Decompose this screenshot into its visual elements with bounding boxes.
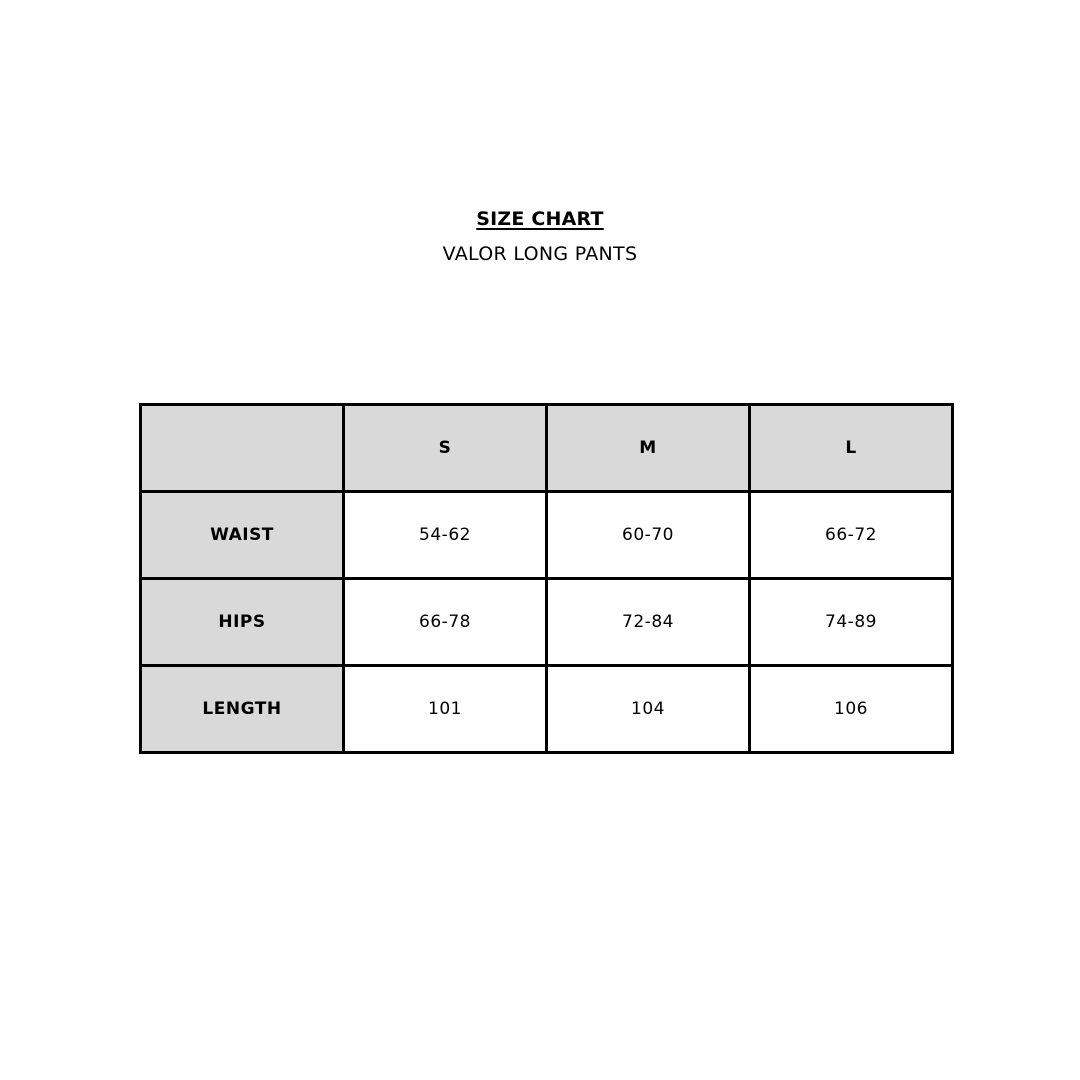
table-cell: 101: [344, 666, 547, 753]
table-cell: 104: [547, 666, 750, 753]
table-cell: 72-84: [547, 579, 750, 666]
table-row-hips: [141, 579, 953, 666]
table-cell: 74-89: [750, 579, 953, 666]
table-cell: 106: [750, 666, 953, 753]
size-chart-table: [139, 403, 954, 754]
table-row-waist: [141, 492, 953, 579]
row-header-hips: HIPS: [141, 579, 344, 666]
column-header-m: M: [547, 405, 750, 492]
page-title: SIZE CHART: [476, 208, 604, 230]
table-cell: 54-62: [344, 492, 547, 579]
table-row-length: [141, 666, 953, 753]
corner-cell: [141, 405, 344, 492]
table-cell: 60-70: [547, 492, 750, 579]
row-header-waist: WAIST: [141, 492, 344, 579]
table-cell: 66-78: [344, 579, 547, 666]
column-header-s: S: [344, 405, 547, 492]
table-header-row: [141, 405, 953, 492]
table-cell: 66-72: [750, 492, 953, 579]
row-header-length: LENGTH: [141, 666, 344, 753]
column-header-l: L: [750, 405, 953, 492]
product-name: VALOR LONG PANTS: [442, 243, 638, 265]
